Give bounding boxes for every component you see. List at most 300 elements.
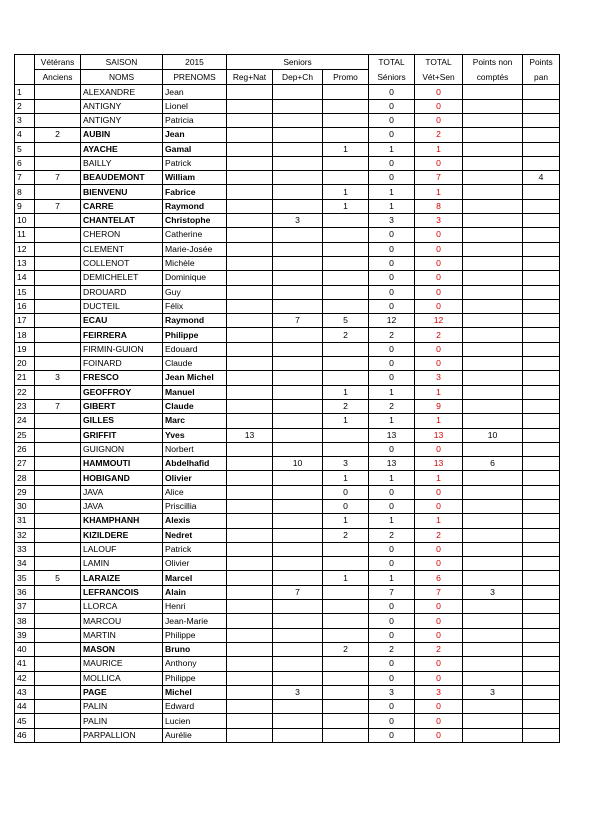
cell-prenom: Alain [163, 585, 227, 599]
cell-nom: GUIGNON [81, 442, 163, 456]
cell-prenom: Lucien [163, 714, 227, 728]
cell-points-pan [523, 271, 560, 285]
cell-total-vet-sen: 0 [415, 557, 463, 571]
cell-points-pan [523, 557, 560, 571]
cell-prenom: Philippe [163, 628, 227, 642]
cell-total-vet-sen: 0 [415, 85, 463, 99]
cell-dep-ch [273, 285, 323, 299]
cell-promo [323, 128, 369, 142]
row-number: 45 [15, 714, 35, 728]
cell-nom: GILLES [81, 414, 163, 428]
cell-points-non-comptes [463, 285, 523, 299]
table-row [15, 528, 560, 542]
cell-total-seniors: 13 [369, 428, 415, 442]
cell-prenom: Edouard [163, 342, 227, 356]
cell-total-seniors: 0 [369, 242, 415, 256]
cell-reg-nat [227, 214, 273, 228]
cell-reg-nat [227, 585, 273, 599]
cell-reg-nat [227, 628, 273, 642]
cell-anciens: 7 [35, 399, 81, 413]
cell-nom: GIBERT [81, 399, 163, 413]
cell-anciens: 5 [35, 571, 81, 585]
cell-reg-nat [227, 457, 273, 471]
cell-reg-nat [227, 399, 273, 413]
cell-anciens [35, 499, 81, 513]
cell-points-non-comptes [463, 85, 523, 99]
cell-dep-ch [273, 128, 323, 142]
row-number: 5 [15, 142, 35, 156]
cell-dep-ch [273, 671, 323, 685]
header-points-non-top: Points non [463, 55, 523, 70]
cell-promo [323, 156, 369, 170]
cell-total-vet-sen: 13 [415, 457, 463, 471]
cell-nom: JAVA [81, 499, 163, 513]
cell-promo: 2 [323, 328, 369, 342]
cell-total-vet-sen: 1 [415, 142, 463, 156]
cell-total-vet-sen: 0 [415, 600, 463, 614]
cell-total-seniors: 1 [369, 414, 415, 428]
cell-nom: LALOUF [81, 542, 163, 556]
cell-total-seniors: 2 [369, 328, 415, 342]
cell-prenom: Catherine [163, 228, 227, 242]
cell-dep-ch [273, 657, 323, 671]
cell-dep-ch [273, 499, 323, 513]
cell-reg-nat [227, 528, 273, 542]
table-row [15, 642, 560, 656]
cell-reg-nat [227, 128, 273, 142]
cell-total-vet-sen: 0 [415, 657, 463, 671]
cell-anciens [35, 442, 81, 456]
cell-nom: MARTIN [81, 628, 163, 642]
cell-total-vet-sen: 6 [415, 571, 463, 585]
cell-total-vet-sen: 0 [415, 256, 463, 270]
cell-anciens [35, 385, 81, 399]
cell-total-seniors: 0 [369, 671, 415, 685]
cell-total-seniors: 13 [369, 457, 415, 471]
cell-points-pan [523, 328, 560, 342]
table-row [15, 128, 560, 142]
cell-anciens [35, 185, 81, 199]
cell-total-vet-sen: 0 [415, 542, 463, 556]
cell-nom: MARCOU [81, 614, 163, 628]
cell-points-non-comptes [463, 385, 523, 399]
cell-prenom: Lionel [163, 99, 227, 113]
cell-promo [323, 85, 369, 99]
table-row [15, 657, 560, 671]
cell-points-non-comptes [463, 614, 523, 628]
cell-promo [323, 685, 369, 699]
table-row [15, 99, 560, 113]
cell-total-seniors: 0 [369, 128, 415, 142]
table-row [15, 471, 560, 485]
cell-total-vet-sen: 0 [415, 442, 463, 456]
cell-reg-nat [227, 700, 273, 714]
table-row [15, 442, 560, 456]
cell-promo [323, 99, 369, 113]
cell-nom: KHAMPHANH [81, 514, 163, 528]
cell-prenom: Edward [163, 700, 227, 714]
header-corner-2 [15, 70, 35, 85]
cell-prenom: Norbert [163, 442, 227, 456]
cell-nom: FOINARD [81, 357, 163, 371]
cell-dep-ch [273, 399, 323, 413]
cell-points-non-comptes [463, 214, 523, 228]
cell-reg-nat [227, 328, 273, 342]
cell-reg-nat [227, 357, 273, 371]
cell-points-non-comptes [463, 99, 523, 113]
cell-points-pan [523, 99, 560, 113]
cell-points-pan [523, 314, 560, 328]
cell-nom: BIENVENU [81, 185, 163, 199]
table-row [15, 671, 560, 685]
cell-points-non-comptes [463, 657, 523, 671]
row-number: 38 [15, 614, 35, 628]
cell-promo [323, 271, 369, 285]
cell-points-pan [523, 228, 560, 242]
cell-promo: 1 [323, 199, 369, 213]
cell-total-seniors: 0 [369, 657, 415, 671]
row-number: 34 [15, 557, 35, 571]
cell-points-non-comptes [463, 671, 523, 685]
cell-total-seniors: 7 [369, 585, 415, 599]
cell-total-seniors: 0 [369, 542, 415, 556]
row-number: 9 [15, 199, 35, 213]
cell-anciens [35, 113, 81, 127]
cell-reg-nat [227, 385, 273, 399]
cell-prenom: Bruno [163, 642, 227, 656]
table-row [15, 385, 560, 399]
cell-total-seniors: 0 [369, 285, 415, 299]
cell-anciens [35, 271, 81, 285]
header-dep-ch: Dep+Ch [273, 70, 323, 85]
header-reg-nat: Reg+Nat [227, 70, 273, 85]
cell-total-vet-sen: 7 [415, 171, 463, 185]
cell-dep-ch [273, 471, 323, 485]
cell-total-vet-sen: 7 [415, 585, 463, 599]
cell-prenom: Marcel [163, 571, 227, 585]
cell-reg-nat [227, 256, 273, 270]
cell-promo: 1 [323, 414, 369, 428]
cell-points-non-comptes [463, 700, 523, 714]
cell-total-seniors: 1 [369, 385, 415, 399]
cell-nom: PAGE [81, 685, 163, 699]
cell-points-pan [523, 199, 560, 213]
cell-prenom: Nedret [163, 528, 227, 542]
cell-anciens [35, 471, 81, 485]
cell-total-vet-sen: 0 [415, 113, 463, 127]
cell-points-pan [523, 342, 560, 356]
table-row [15, 571, 560, 585]
table-row [15, 357, 560, 371]
cell-points-pan [523, 700, 560, 714]
cell-total-seniors: 0 [369, 728, 415, 742]
cell-promo [323, 256, 369, 270]
cell-dep-ch [273, 442, 323, 456]
cell-promo [323, 214, 369, 228]
cell-prenom: Henri [163, 600, 227, 614]
cell-total-vet-sen: 0 [415, 228, 463, 242]
cell-reg-nat [227, 714, 273, 728]
cell-dep-ch [273, 728, 323, 742]
cell-points-non-comptes [463, 528, 523, 542]
header-corner [15, 55, 35, 70]
cell-reg-nat [227, 228, 273, 242]
cell-points-non-comptes [463, 242, 523, 256]
cell-promo: 3 [323, 457, 369, 471]
row-number: 28 [15, 471, 35, 485]
cell-total-seniors: 0 [369, 442, 415, 456]
cell-points-non-comptes [463, 557, 523, 571]
row-number: 24 [15, 414, 35, 428]
row-number: 14 [15, 271, 35, 285]
table-row [15, 399, 560, 413]
cell-anciens [35, 214, 81, 228]
table-row [15, 485, 560, 499]
header-points-comptes: comptés [463, 70, 523, 85]
cell-promo [323, 542, 369, 556]
cell-promo [323, 657, 369, 671]
cell-promo: 0 [323, 485, 369, 499]
cell-total-seniors: 0 [369, 85, 415, 99]
cell-points-non-comptes [463, 471, 523, 485]
cell-points-non-comptes: 6 [463, 457, 523, 471]
cell-points-non-comptes [463, 199, 523, 213]
row-number: 15 [15, 285, 35, 299]
table-row [15, 700, 560, 714]
cell-total-seniors: 0 [369, 256, 415, 270]
cell-nom: PALIN [81, 700, 163, 714]
cell-points-pan [523, 485, 560, 499]
header-noms: NOMS [81, 70, 163, 85]
cell-reg-nat [227, 242, 273, 256]
cell-points-non-comptes [463, 600, 523, 614]
cell-promo [323, 357, 369, 371]
header-points-pan: pan [523, 70, 560, 85]
cell-reg-nat [227, 728, 273, 742]
cell-nom: CHANTELAT [81, 214, 163, 228]
cell-total-vet-sen: 12 [415, 314, 463, 328]
table-body [15, 85, 560, 743]
table-row [15, 614, 560, 628]
cell-points-non-comptes [463, 342, 523, 356]
cell-nom: DUCTEIL [81, 299, 163, 313]
table-row [15, 457, 560, 471]
cell-prenom: Manuel [163, 385, 227, 399]
cell-promo [323, 614, 369, 628]
cell-dep-ch: 3 [273, 214, 323, 228]
header-veterans: Vétérans [35, 55, 81, 70]
cell-dep-ch [273, 85, 323, 99]
cell-prenom: Guy [163, 285, 227, 299]
cell-points-pan [523, 414, 560, 428]
row-number: 35 [15, 571, 35, 585]
cell-reg-nat [227, 614, 273, 628]
cell-reg-nat [227, 342, 273, 356]
cell-prenom: Olivier [163, 557, 227, 571]
cell-anciens [35, 256, 81, 270]
cell-prenom: Aurélie [163, 728, 227, 742]
cell-promo [323, 600, 369, 614]
cell-dep-ch [273, 714, 323, 728]
table-row [15, 628, 560, 642]
cell-total-seniors: 0 [369, 357, 415, 371]
cell-total-vet-sen: 1 [415, 514, 463, 528]
cell-prenom: Jean-Marie [163, 614, 227, 628]
cell-prenom: Abdelhafid [163, 457, 227, 471]
cell-points-pan [523, 299, 560, 313]
cell-reg-nat [227, 600, 273, 614]
cell-points-pan [523, 85, 560, 99]
cell-total-vet-sen: 0 [415, 342, 463, 356]
cell-dep-ch [273, 571, 323, 585]
table-row [15, 342, 560, 356]
cell-total-seniors: 0 [369, 156, 415, 170]
header-row-2 [15, 70, 560, 85]
cell-anciens: 3 [35, 371, 81, 385]
cell-prenom: Christophe [163, 214, 227, 228]
cell-total-seniors: 12 [369, 314, 415, 328]
cell-total-seniors: 0 [369, 485, 415, 499]
row-number: 17 [15, 314, 35, 328]
cell-points-non-comptes [463, 714, 523, 728]
table-row [15, 142, 560, 156]
row-number: 13 [15, 256, 35, 270]
cell-prenom: Patrick [163, 156, 227, 170]
cell-nom: GEOFFROY [81, 385, 163, 399]
cell-prenom: Alexis [163, 514, 227, 528]
cell-nom: BAILLY [81, 156, 163, 170]
table-row [15, 113, 560, 127]
cell-dep-ch [273, 485, 323, 499]
cell-points-pan [523, 514, 560, 528]
table-row [15, 585, 560, 599]
cell-reg-nat [227, 471, 273, 485]
cell-nom: ANTIGNY [81, 113, 163, 127]
cell-dep-ch [273, 171, 323, 185]
cell-anciens [35, 514, 81, 528]
cell-nom: ANTIGNY [81, 99, 163, 113]
cell-promo [323, 113, 369, 127]
cell-promo [323, 557, 369, 571]
cell-promo [323, 428, 369, 442]
cell-points-non-comptes [463, 142, 523, 156]
header-total-seniors: Séniors [369, 70, 415, 85]
cell-points-non-comptes [463, 371, 523, 385]
table-row [15, 85, 560, 99]
cell-dep-ch [273, 271, 323, 285]
cell-dep-ch [273, 642, 323, 656]
row-number: 44 [15, 700, 35, 714]
cell-total-vet-sen: 8 [415, 199, 463, 213]
cell-points-non-comptes [463, 514, 523, 528]
cell-total-vet-sen: 2 [415, 642, 463, 656]
cell-promo [323, 628, 369, 642]
table-row [15, 714, 560, 728]
cell-nom: CARRE [81, 199, 163, 213]
cell-points-non-comptes: 3 [463, 685, 523, 699]
row-number: 3 [15, 113, 35, 127]
cell-reg-nat [227, 485, 273, 499]
cell-reg-nat [227, 671, 273, 685]
cell-reg-nat [227, 685, 273, 699]
table-row [15, 271, 560, 285]
cell-anciens [35, 628, 81, 642]
cell-points-non-comptes [463, 256, 523, 270]
table-row [15, 314, 560, 328]
table-row [15, 285, 560, 299]
cell-promo [323, 242, 369, 256]
cell-dep-ch [273, 185, 323, 199]
cell-dep-ch [273, 256, 323, 270]
row-number: 1 [15, 85, 35, 99]
table-row [15, 214, 560, 228]
cell-total-seniors: 0 [369, 99, 415, 113]
cell-anciens [35, 542, 81, 556]
cell-total-vet-sen: 0 [415, 485, 463, 499]
table-row [15, 171, 560, 185]
cell-points-pan [523, 399, 560, 413]
row-number: 2 [15, 99, 35, 113]
cell-points-non-comptes [463, 185, 523, 199]
cell-anciens [35, 156, 81, 170]
cell-nom: LEFRANCOIS [81, 585, 163, 599]
table-row [15, 600, 560, 614]
cell-points-non-comptes [463, 128, 523, 142]
cell-points-non-comptes: 10 [463, 428, 523, 442]
cell-prenom: Marc [163, 414, 227, 428]
cell-prenom: Alice [163, 485, 227, 499]
cell-reg-nat [227, 642, 273, 656]
cell-nom: JAVA [81, 485, 163, 499]
cell-nom: ECAU [81, 314, 163, 328]
cell-points-pan [523, 714, 560, 728]
cell-total-seniors: 1 [369, 185, 415, 199]
cell-total-vet-sen: 0 [415, 99, 463, 113]
cell-total-vet-sen: 0 [415, 299, 463, 313]
cell-total-seniors: 2 [369, 642, 415, 656]
row-number: 37 [15, 600, 35, 614]
cell-prenom: Claude [163, 357, 227, 371]
cell-points-pan [523, 600, 560, 614]
cell-total-seniors: 1 [369, 471, 415, 485]
cell-reg-nat [227, 85, 273, 99]
cell-reg-nat [227, 414, 273, 428]
row-number: 11 [15, 228, 35, 242]
cell-nom: FEIRRERA [81, 328, 163, 342]
cell-points-pan [523, 671, 560, 685]
cell-points-pan [523, 457, 560, 471]
cell-anciens [35, 428, 81, 442]
table-row [15, 685, 560, 699]
cell-anciens [35, 728, 81, 742]
cell-points-non-comptes [463, 414, 523, 428]
cell-dep-ch [273, 228, 323, 242]
cell-nom: PALIN [81, 714, 163, 728]
cell-reg-nat: 13 [227, 428, 273, 442]
cell-reg-nat [227, 314, 273, 328]
row-number: 43 [15, 685, 35, 699]
table-header [15, 55, 560, 85]
row-number: 39 [15, 628, 35, 642]
cell-points-pan [523, 256, 560, 270]
cell-anciens: 7 [35, 199, 81, 213]
cell-points-non-comptes [463, 113, 523, 127]
cell-points-pan [523, 628, 560, 642]
cell-anciens: 2 [35, 128, 81, 142]
cell-anciens [35, 314, 81, 328]
cell-promo [323, 371, 369, 385]
cell-total-seniors: 0 [369, 628, 415, 642]
